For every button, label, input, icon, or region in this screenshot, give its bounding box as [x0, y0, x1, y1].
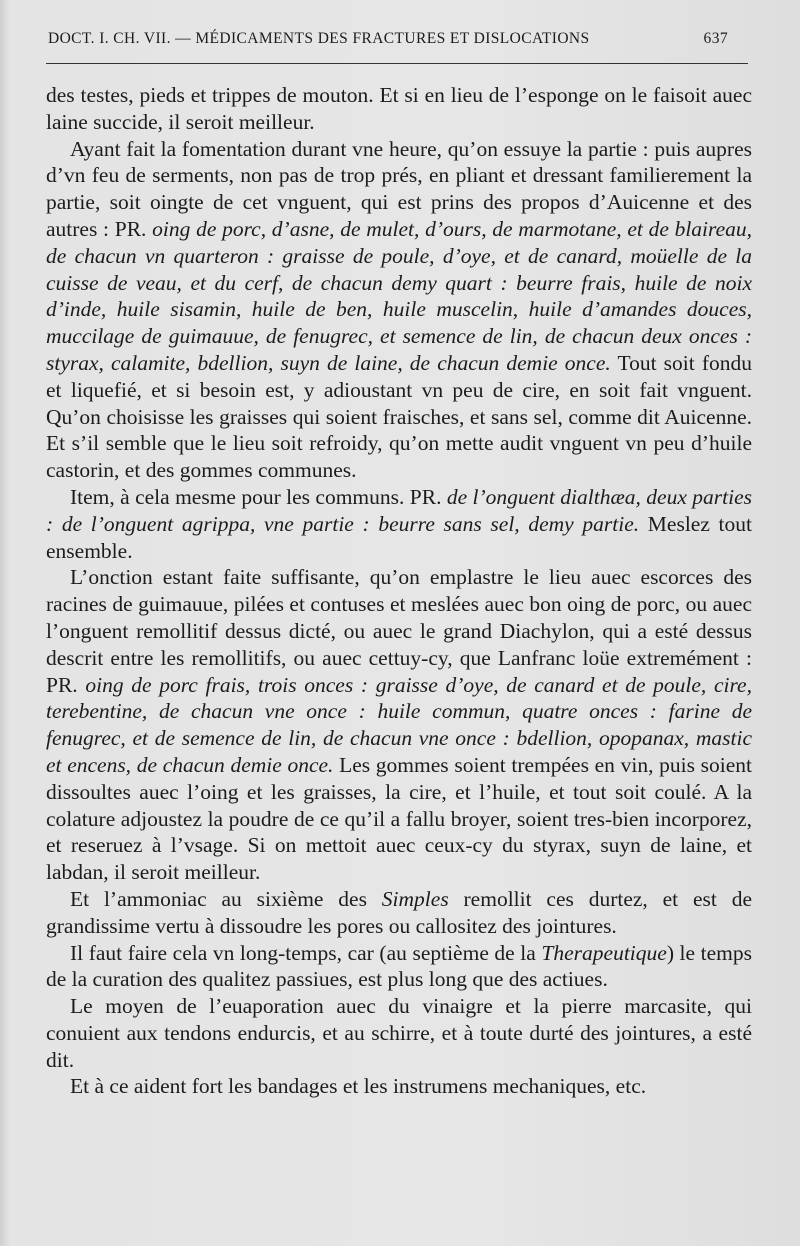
text-run: Meslez tout ensemble.: [46, 511, 752, 563]
text-run: Ayant fait la fomentation durant vne heure, qu’on essuye la partie : puis aupres d’vn feu de serments, non pas de trop prés, en pliant et dressant familierement la partie, soit oingte de cet vnguent, qui est prins des propos d’Auicenne et des autres : PR.: [46, 136, 752, 241]
running-title: DOCT. I. CH. VII. — MÉDICAMENTS DES FRACTURES ET DISLOCATIONS: [48, 30, 590, 47]
text-run: Il faut faire cela vn long-temps, car (au septième de la: [70, 940, 542, 965]
italic-text: oing de porc, d’asne, de mulet, d’ours, de marmotane, et de blaireau, de chacun vn quarteron : graisse de poule, d’oye, et de canard, moüelle de la cuisse de veau, et du cerf, de chacun demy quart : beurre frais, huile de noix d’inde, huile sisamin, huile de ben, huile muscelin, huile d’amandes douces, muccilage de guimauue, de fenugrec, et semence de lin, de chacun deux onces : styrax, calamite, bdellion, suyn de laine, de chacun demie once.: [46, 216, 753, 375]
text-run: Le moyen de l’euaporation auec du vinaigre et la pierre marcasite, qui conuient aux tendons endurcis, et au schirre, et à toute durté des jointures, a esté dit.: [46, 994, 752, 1072]
text-run: Et à ce aident fort les bandages et les instrumens mechaniques, etc.: [70, 1074, 647, 1099]
italic-text: Simples: [381, 886, 449, 911]
text-run: L’onction estant faite suffisante, qu’on emplastre le lieu auec escorces des racines de guimauue, pilées et contuses et meslées auec bon oing de porc, ou auec l’onguent remollitif dessus dicté, ou auec le grand Diachylon, qui a esté dessus descrit entre les remollitifs, ou auec cettuy-cy, que Lanfranc loüe extremément : PR.: [46, 565, 752, 697]
paragraph: [46, 136, 752, 484]
text-run: Tout soit fondu et liquefié, et si besoin est, y adioustant vn peu de cire, en soit fait vnguent. Qu’on choisisse les graisses qui soient fraisches, et sans sel, comme dit Auicenne. Et s’il semble que le lieu soit refroidy, qu’on mette audit vnguent vn peu d’huile castorin, et des gommes communes.: [46, 350, 752, 483]
text-run: Item, à cela mesme pour les communs. PR.: [70, 484, 447, 509]
running-header: [48, 30, 728, 48]
paragraph: [46, 82, 752, 136]
italic-text: de l’onguent dialthæa, deux parties : de l’onguent agrippa, vne partie : beurre sans sel, demy partie.: [46, 484, 752, 536]
header-rule: [46, 63, 748, 64]
body-text: [46, 82, 752, 1100]
italic-text: oing de porc frais, trois onces : graisse d’oye, de canard et de poule, cire, terebentine, de chacun vne once : huile commun, quatre onces : farine de fenugrec, et de semence de lin, de chacun vne once : bdellion, opopanax, mastic et encens, de chacun demie once.: [46, 672, 752, 777]
page-number: 637: [703, 30, 728, 47]
paragraph: [46, 564, 752, 886]
paragraph: [46, 940, 752, 994]
text-run: ) le temps de la curation des qualitez passiues, est plus long que des actiues.: [46, 940, 752, 992]
paragraph: [46, 886, 752, 940]
paragraph: [46, 484, 752, 564]
text-run: Les gommes soient trempées en vin, puis soient dissoultes auec l’oing et les graisses, la cire, et l’huile, et tout soit coulé. A la colature adjoustez la poudre de ce qu’il a fallu broyer, soient tres-bien incorporez, et reseruez à l’vsage. Si on mettoit auec ceux-cy du styrax, suyn de laine, et labdan, il seroit meilleur.: [46, 752, 752, 885]
text-run: remollit ces durtez, et est de grandissime vertu à dissoudre les pores ou callositez des jointures.: [46, 886, 752, 938]
italic-text: Therapeutique: [541, 940, 667, 965]
text-run: des testes, pieds et trippes de mouton. Et si en lieu de l’esponge on le faisoit auec laine succide, il seroit meilleur.: [46, 83, 752, 134]
paragraph: [46, 1073, 752, 1100]
paragraph: [46, 993, 752, 1073]
text-run: Et l’ammoniac au sixième des: [70, 886, 382, 911]
